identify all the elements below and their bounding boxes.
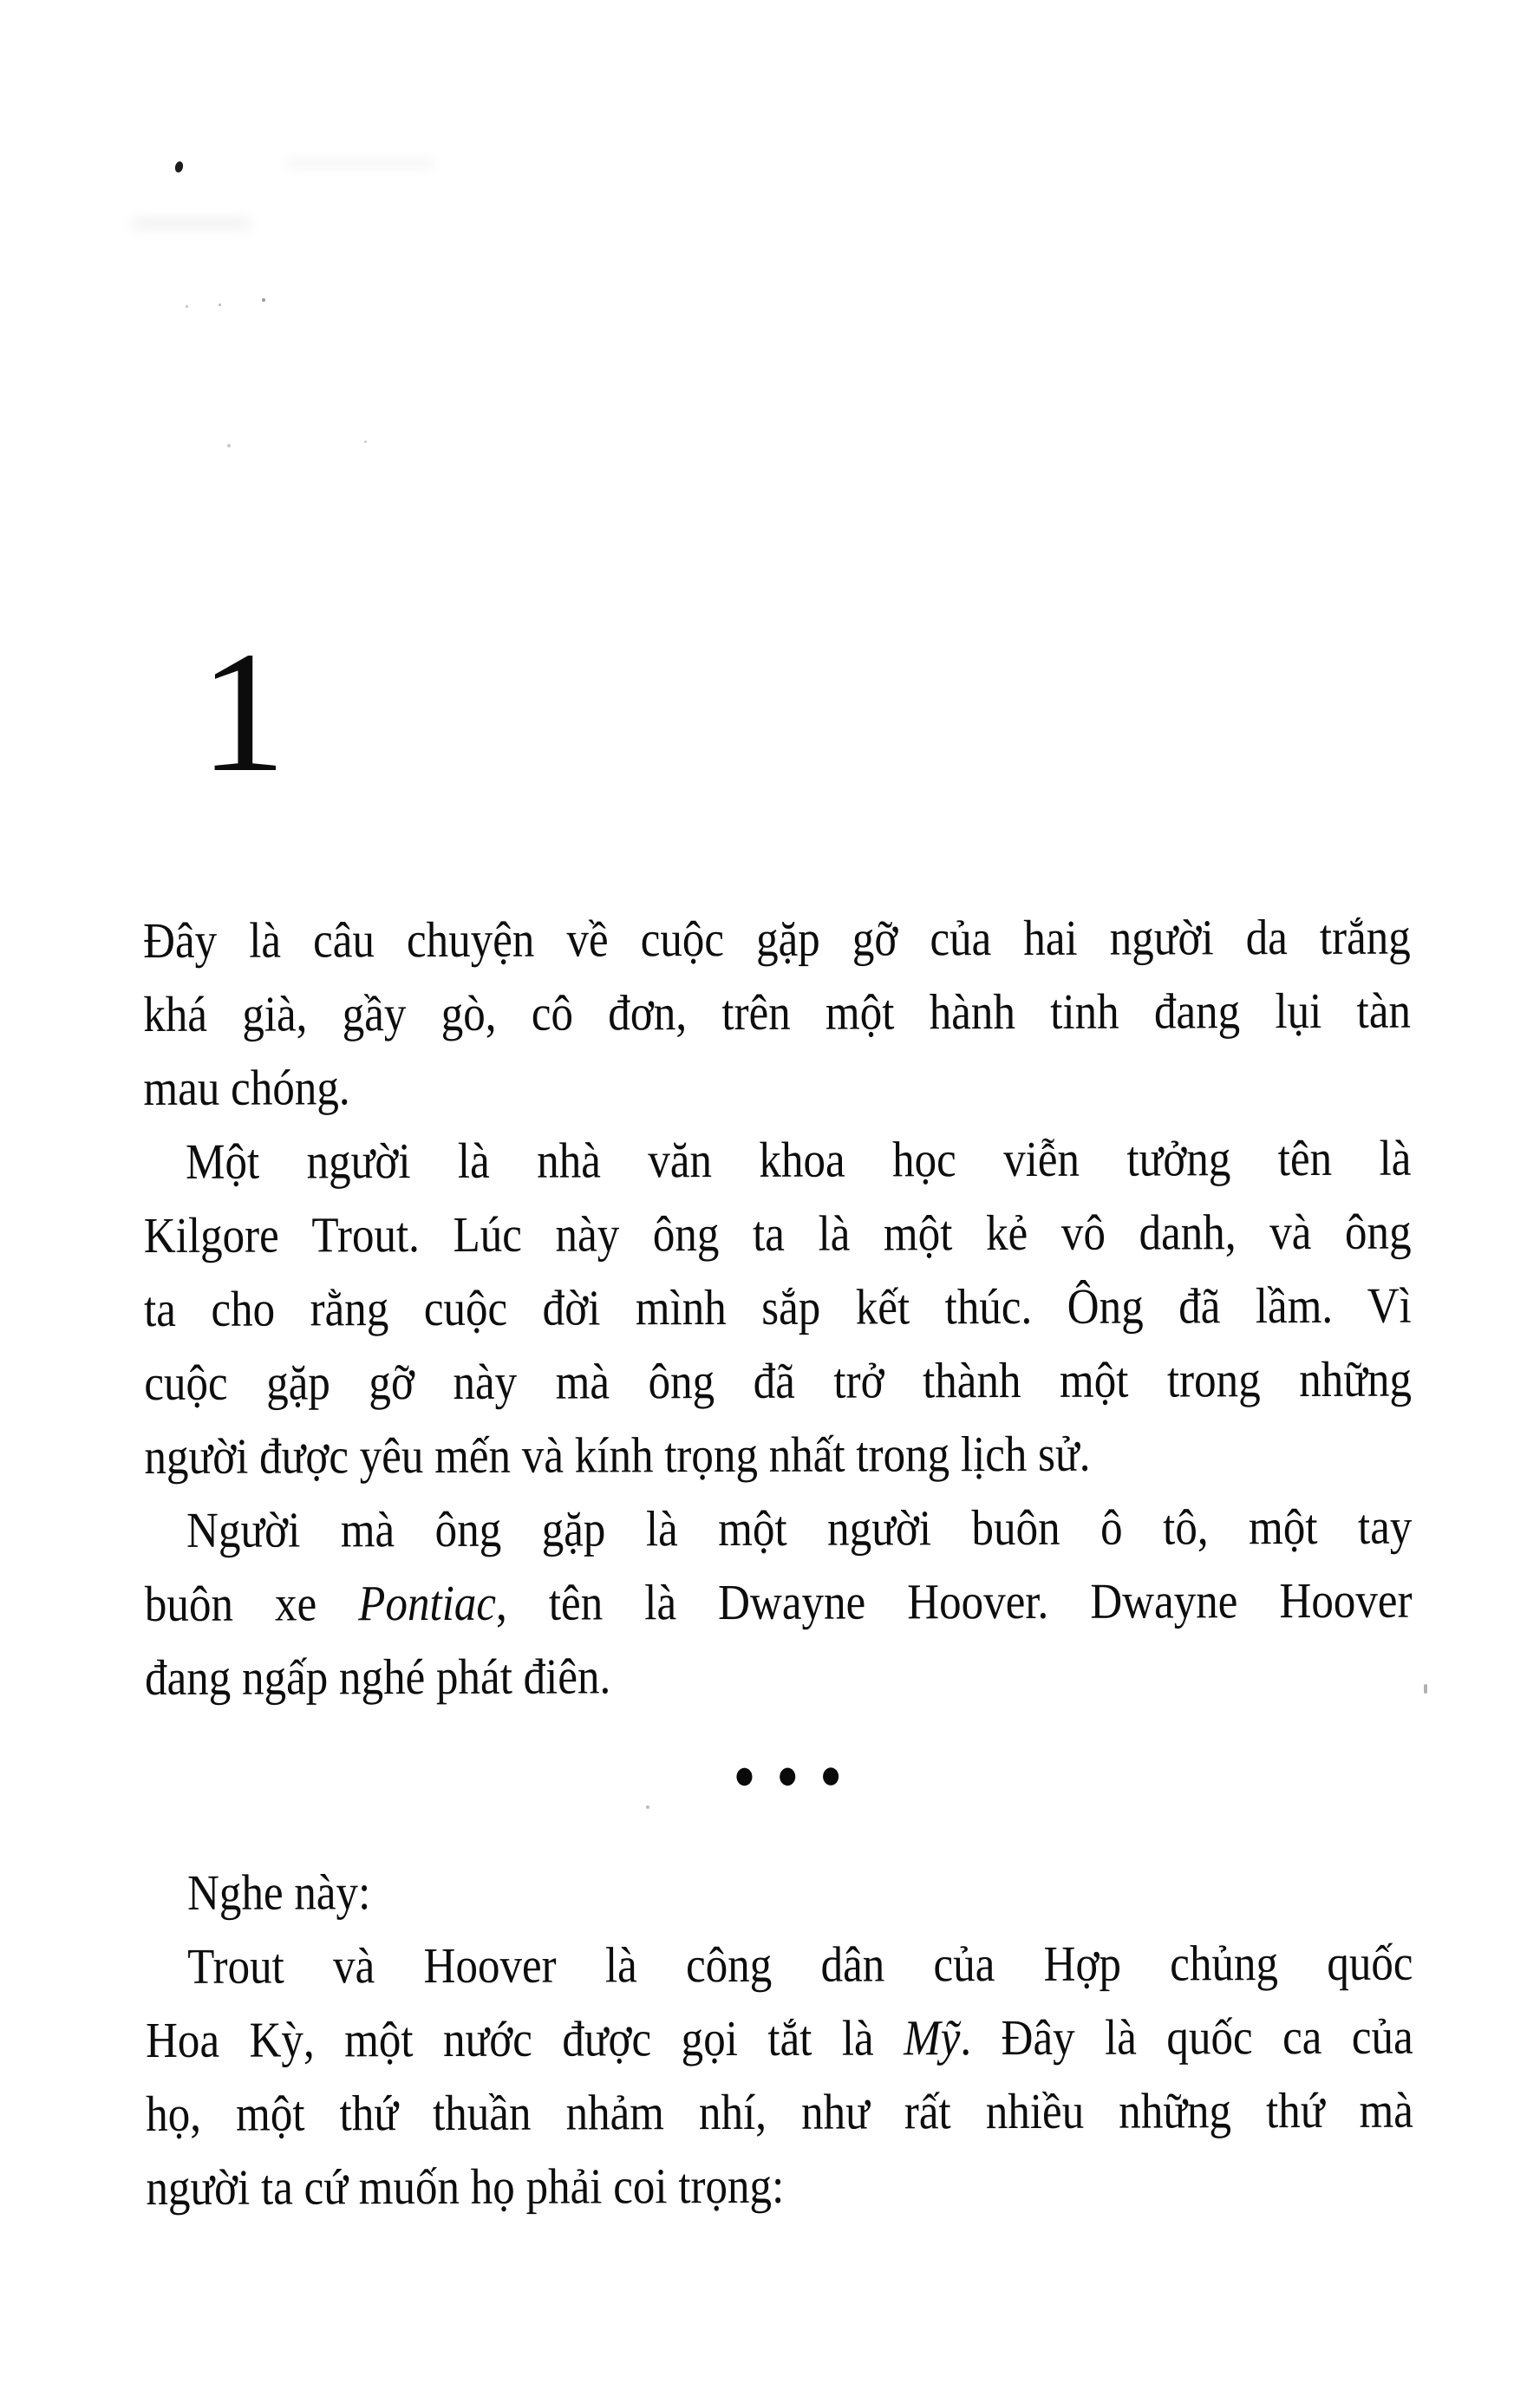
text-line: Đây là câu chuyện về cuộc gặp gỡ của hai người da trắng [143,908,1411,969]
chapter-number: 1 [199,617,286,808]
scan-artifact [186,305,188,308]
text-line: Kilgore Trout. Lúc này ông ta là một kẻ vô danh, và ông [143,1203,1412,1263]
text-line: buôn xe Pontiac, tên là Dwayne Hoover. Dwayne Hoover [144,1571,1413,1632]
text-line: Nghe này: [186,1864,371,1921]
scan-artifact [1424,1684,1427,1694]
text-line: Hoa Kỳ, một nước được gọi tắt là Mỹ. Đây là quốc ca của [145,2008,1413,2068]
text-line: mau chóng. [143,1059,350,1116]
text-line: khá già, gầy gò, cô đơn, trên một hành tinh đang lụi tàn [143,982,1412,1042]
paragraph [145,1490,1413,1714]
text-line: người ta cứ muốn họ phải coi trọng: [146,2157,785,2216]
paragraph [146,1852,1413,1929]
scan-artifact [286,158,434,169]
text-line: Trout và Hoover là công dân của Hợp chủng quốc [187,1934,1413,1995]
italic-text: Mỹ [904,2009,961,2066]
text-line: ta cho rằng cuộc đời mình sắp kết thúc. Ông đã lầm. Vì [144,1276,1412,1337]
scan-artifact [227,444,231,447]
text-line: Người mà ông gặp là một người buôn ô tô, một tay [186,1498,1413,1558]
text-line: Một người là nhà văn khoa học viễn tưởng tên là [186,1129,1412,1190]
paragraph [146,1926,1413,2224]
scan-artifact [130,217,251,231]
scan-artifact [364,441,367,443]
text-line: đang ngấp nghé phát điên. [144,1648,611,1706]
text-line: người được yêu mến và kính trọng nhất trong lịch sử. [144,1425,1091,1485]
scan-artifact [219,304,221,306]
paragraph [143,900,1411,1125]
text-line: họ, một thứ thuần nhảm nhí, như rất nhiều những thứ mà [146,2081,1413,2142]
scan-artifact [174,160,185,173]
paragraph [144,1121,1413,1493]
italic-text: Pontiac [358,1574,497,1632]
scan-artifact [262,298,265,302]
section-separator-dots: ●●● [735,1761,865,1789]
text-block [143,900,1413,2224]
text-line: cuộc gặp gỡ này mà ông đã trở thành một trong những [144,1350,1413,1411]
